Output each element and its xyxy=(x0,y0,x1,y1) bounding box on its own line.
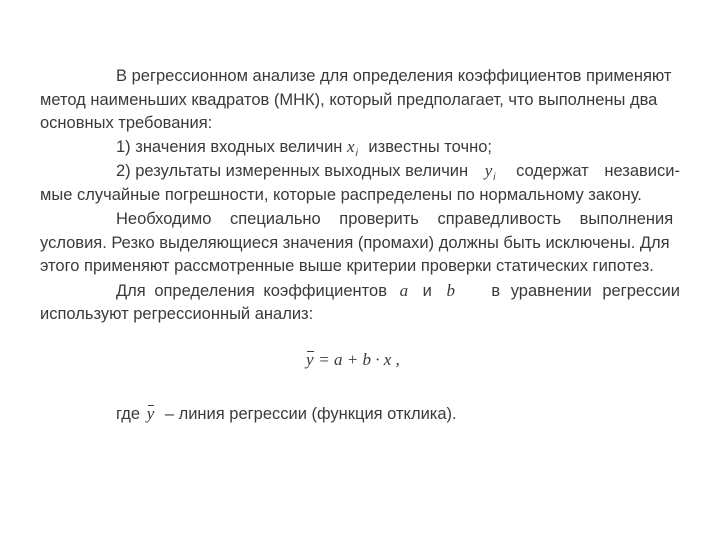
text: – линия регрессии (функция отклика). xyxy=(164,405,457,423)
text: основных требования: xyxy=(40,114,213,132)
text: в уравнении регрессии xyxy=(491,282,680,300)
y-bar: y xyxy=(146,404,155,423)
text: независи- xyxy=(604,162,680,180)
text: используют регрессионный анализ: xyxy=(40,305,314,323)
paragraph-4-line-3 xyxy=(40,256,680,276)
text: где xyxy=(116,405,141,423)
paragraph-1-line-3 xyxy=(40,113,680,133)
text: этого применяют рассмотренные выше критерии проверки статических гипотез. xyxy=(40,257,654,275)
y-bar: y xyxy=(306,350,314,369)
variable-y: y xyxy=(484,161,493,180)
requirement-2-line-2 xyxy=(40,185,680,205)
text: мые случайные погрешности, которые распределены по нормальному закону. xyxy=(40,186,642,204)
regression-formula xyxy=(306,350,400,370)
paragraph-1-line-1 xyxy=(116,66,680,86)
text: и xyxy=(422,282,432,300)
subscript-i: i xyxy=(493,172,496,183)
coefficient-a: a xyxy=(399,281,409,300)
formula-rhs: = a + b ∙ x , xyxy=(318,350,400,369)
text: известны точно; xyxy=(368,138,492,156)
paragraph-4-line-2 xyxy=(40,233,680,253)
text: Необходимо специально проверить справедливость выполнения xyxy=(116,210,674,228)
variable-x: x xyxy=(347,137,355,156)
requirement-1 xyxy=(116,137,680,164)
text: 2) результаты измеренных выходных величин xyxy=(116,162,469,180)
text: содержат xyxy=(516,162,589,180)
paragraph-5-line-1 xyxy=(116,281,680,301)
text: 1) значения входных величин xyxy=(116,138,343,156)
subscript-i: i xyxy=(355,148,358,159)
text: метод наименьших квадратов (МНК), который предполагает, что выполнены два xyxy=(40,91,658,109)
text: В регрессионном анализе для определения коэффициентов применяют xyxy=(116,67,672,85)
formula-note xyxy=(116,404,680,424)
coefficient-b: b xyxy=(446,281,455,300)
requirement-2-line-1 xyxy=(116,161,680,188)
paragraph-4-line-1 xyxy=(116,209,680,229)
paragraph-5-line-2 xyxy=(40,304,680,324)
paragraph-1-line-2 xyxy=(40,90,680,110)
text: условия. Резко выделяющиеся значения (промахи) должны быть исключены. Для xyxy=(40,234,670,252)
text: Для определения коэффициентов xyxy=(116,282,387,300)
